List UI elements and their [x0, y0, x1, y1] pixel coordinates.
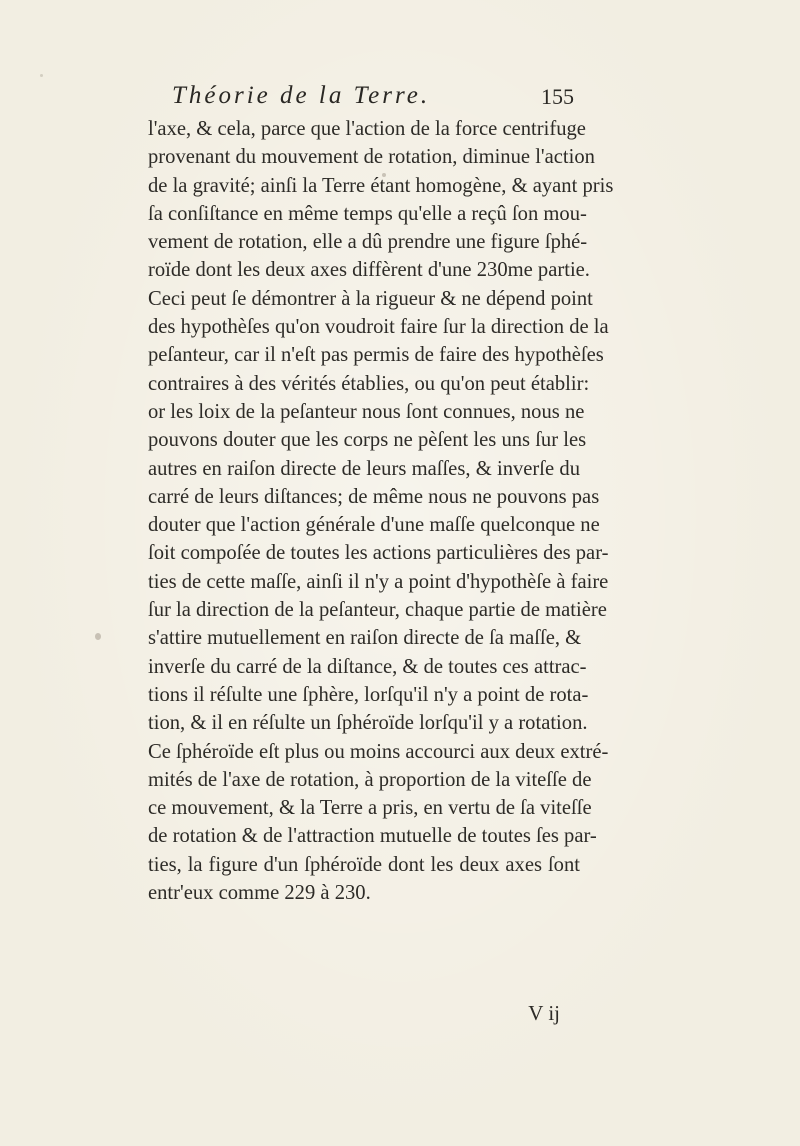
text-line: ſa conſiſtance en même temps qu'elle a reçû ſon mou- — [148, 202, 587, 225]
text-line: de rotation & de l'attraction mutuelle de toutes ſes par- — [148, 825, 597, 848]
text-line: des hypothèſes qu'on voudroit faire ſur la direction de la — [148, 316, 609, 339]
ink-spot — [95, 633, 101, 640]
text-line: vement de rotation, elle a dû prendre une figure ſphé- — [148, 231, 588, 254]
text-line: Ce ſphéroïde eſt plus ou moins accourci aux deux extré- — [148, 740, 609, 763]
text-line: autres en raiſon directe de leurs maſſes, & inverſe du — [148, 457, 580, 480]
text-line: roïde dont les deux axes diffèrent d'une 230me partie. — [148, 259, 590, 282]
text-line: ſoit compoſée de toutes les actions particulières des par- — [148, 542, 609, 565]
text-line: ties de cette maſſe, ainſi il n'y a point d'hypothèſe à faire — [148, 570, 609, 593]
text-line: provenant du mouvement de rotation, diminue l'action — [148, 146, 595, 169]
text-line: carré de leurs diſtances; de même nous ne pouvons pas — [148, 485, 600, 508]
text-line-last: entr'eux comme 229 à 230. — [148, 882, 371, 905]
text-line: Ceci peut ſe démontrer à la rigueur & ne dépend point — [148, 287, 593, 310]
page-number: 155 — [541, 84, 574, 109]
text-line: or les loix de la peſanteur nous ſont connues, nous ne — [148, 400, 585, 423]
text-line: ties, la figure d'un ſphéroïde dont les deux axes ſont — [148, 853, 580, 876]
text-line: contraires à des vérités établies, ou qu'on peut établir: — [148, 372, 590, 395]
text-line: s'attire mutuellement en raiſon directe de ſa maſſe, & — [148, 627, 582, 650]
text-line: mités de l'axe de rotation, à proportion de la viteſſe de — [148, 768, 592, 791]
running-header: Théorie de la Terre. — [172, 82, 431, 109]
text-line: douter que l'action générale d'une maſſe quelconque ne — [148, 514, 600, 537]
text-line: l'axe, & cela, parce que l'action de la force centrifuge — [148, 118, 586, 140]
ink-spot — [40, 74, 43, 77]
text-line: inverſe du carré de la diſtance, & de toutes ces attrac- — [148, 655, 587, 678]
text-line: de la gravité; ainſi la Terre étant homogène, & ayant pris — [148, 174, 614, 197]
text-line: peſanteur, car il n'eſt pas permis de faire des hypothèſes — [148, 344, 604, 367]
body-text — [148, 115, 614, 907]
text-line: tions il réſulte une ſphère, lorſqu'il n'y a point de rota- — [148, 683, 589, 706]
text-line: ce mouvement, & la Terre a pris, en vertu de ſa viteſſe — [148, 797, 592, 820]
signature-mark: V ij — [528, 1001, 560, 1025]
text-line: ſur la direction de la peſanteur, chaque partie de matière — [148, 599, 607, 622]
ink-spot — [382, 173, 386, 177]
text-line: tion, & il en réſulte un ſphéroïde lorſqu'il y a rotation. — [148, 712, 588, 735]
text-line: pouvons douter que les corps ne pèſent les uns ſur les — [148, 429, 587, 452]
